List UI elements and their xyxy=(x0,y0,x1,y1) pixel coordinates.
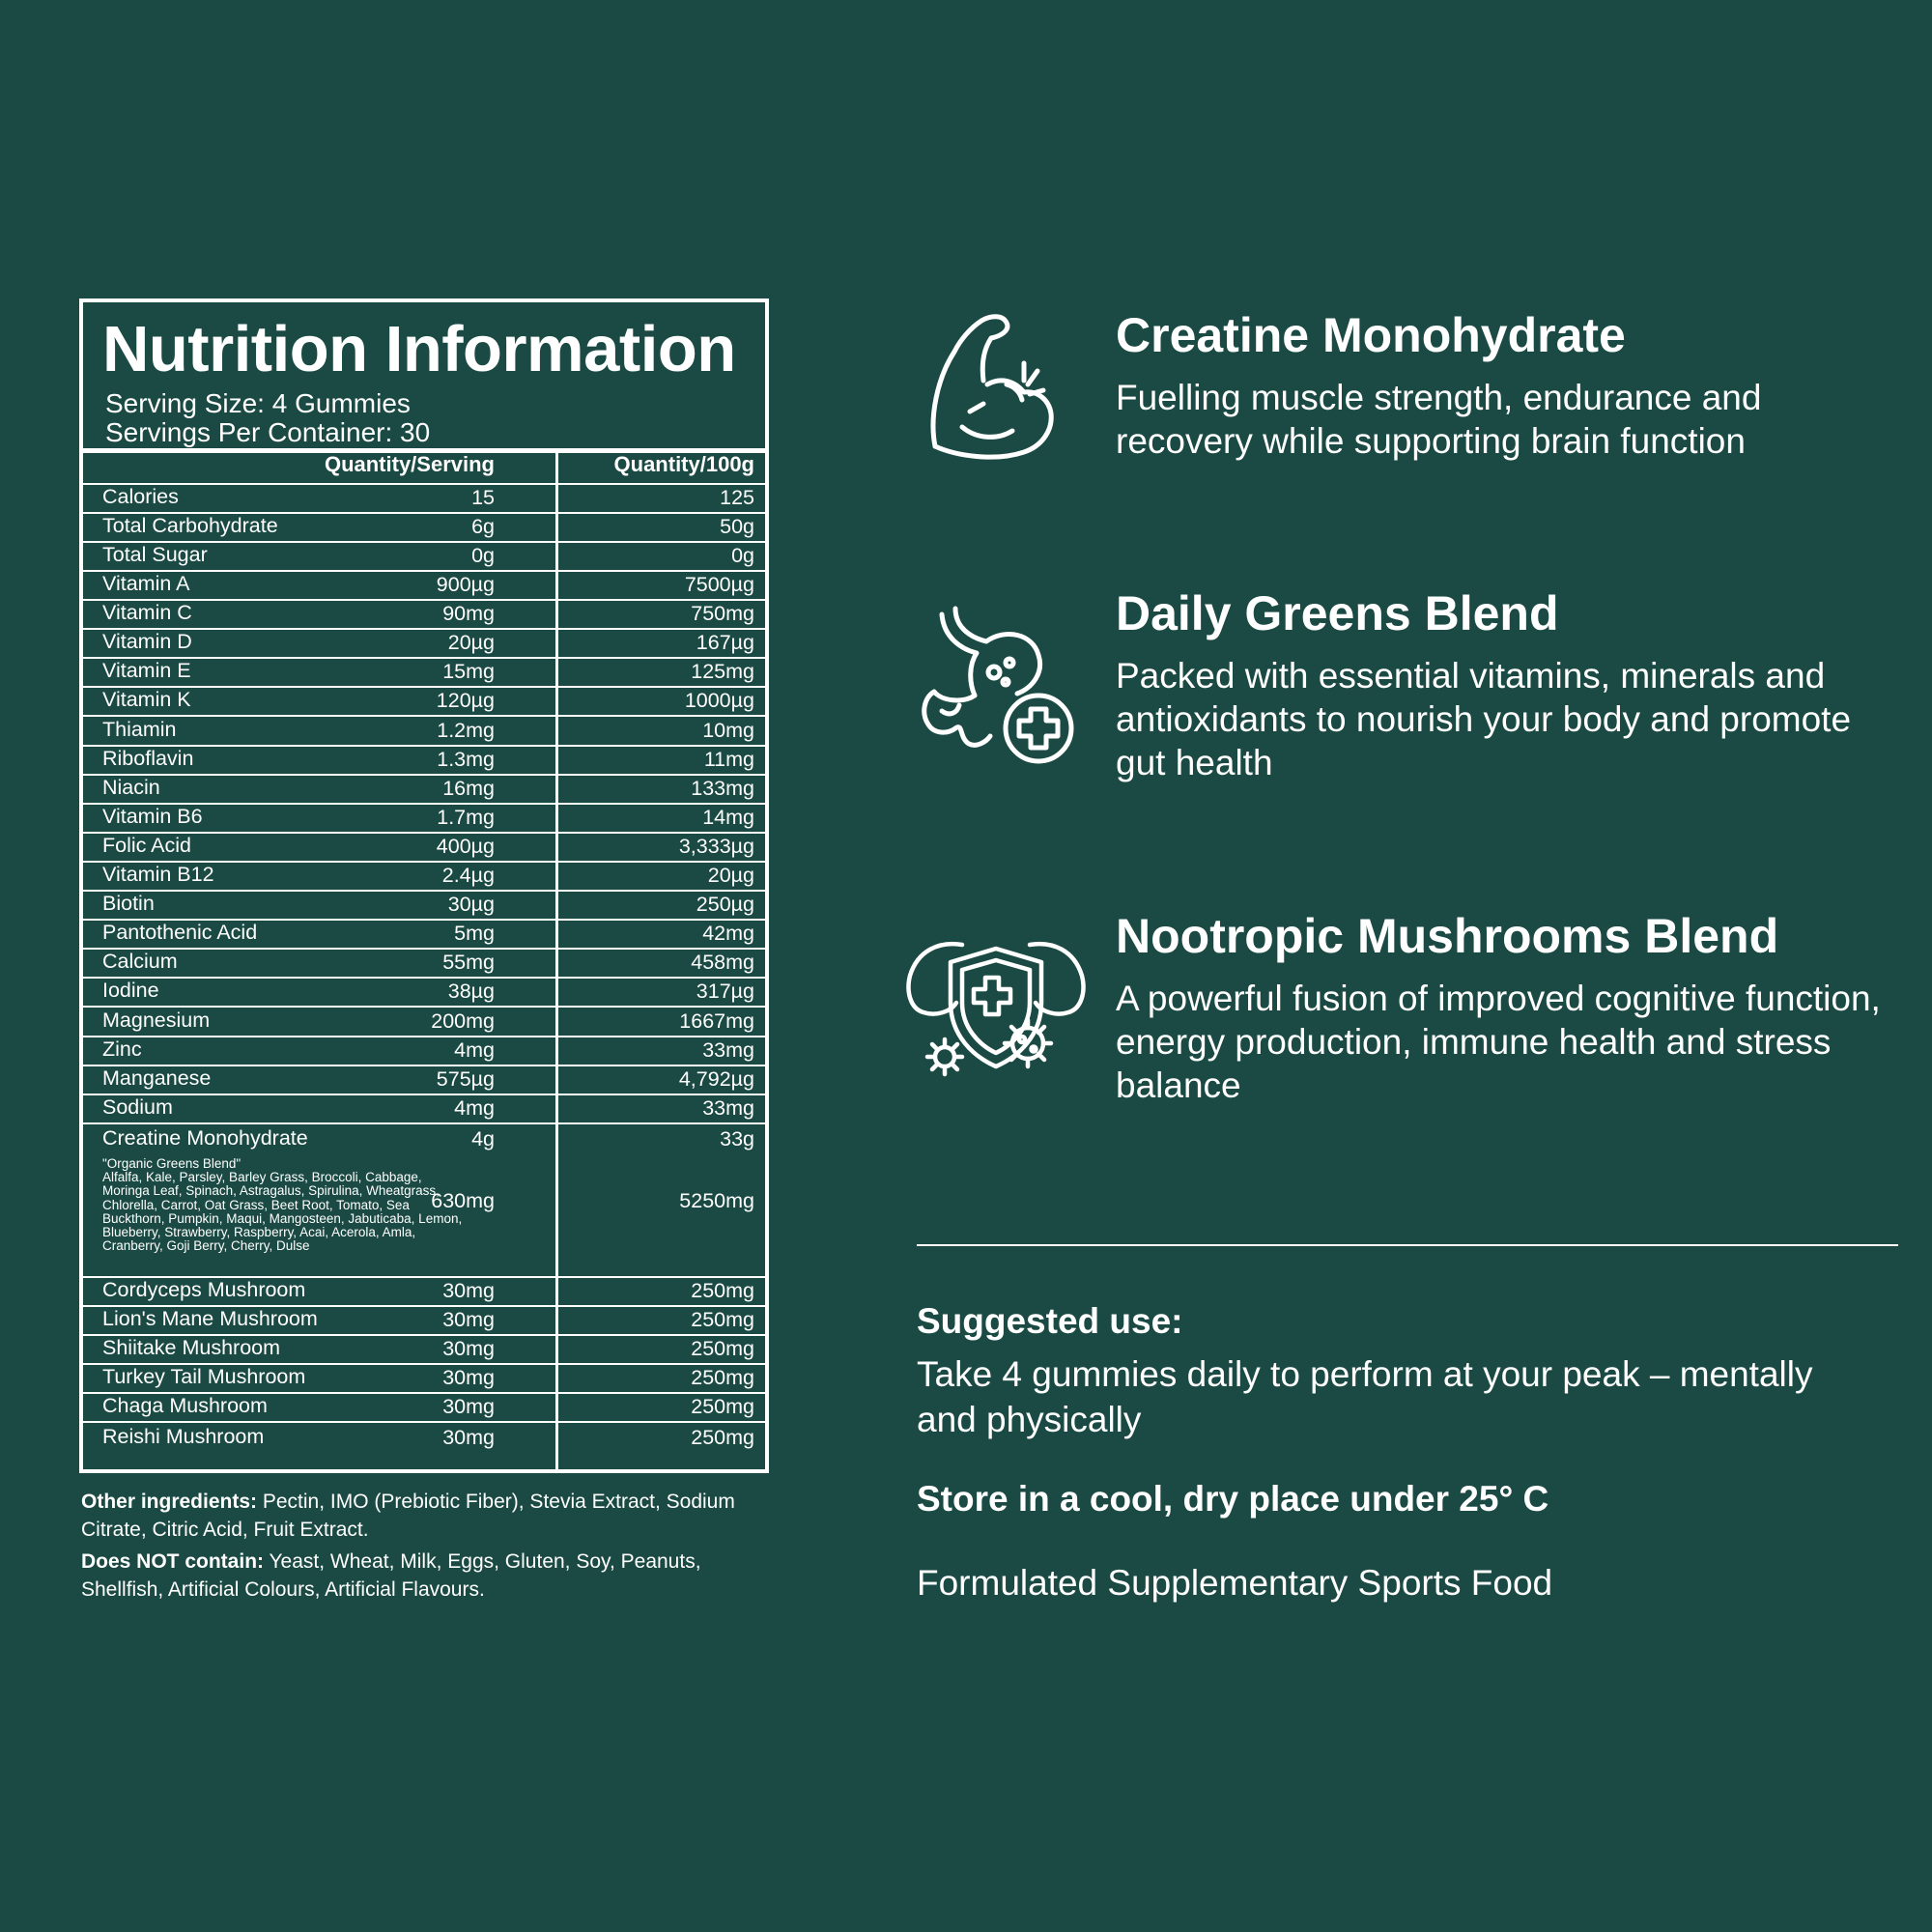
nutrient-name: Vitamin A xyxy=(102,572,190,595)
nutrient-name: Vitamin E xyxy=(102,659,191,682)
quantity-per-100g: 250mg xyxy=(691,1366,754,1389)
quantity-per-100g: 11mg xyxy=(703,748,754,771)
table-header-row xyxy=(83,449,765,485)
table-row xyxy=(83,747,765,776)
quantity-per-serving: 4mg xyxy=(454,1096,495,1120)
immune-shield-icon xyxy=(904,935,1088,1080)
quantity-per-100g: 1667mg xyxy=(679,1009,754,1033)
quantity-per-100g: 14mg xyxy=(702,806,754,829)
nutrient-name: Lion's Mane Mushroom xyxy=(102,1307,318,1330)
nutrient-name: Cordyceps Mushroom xyxy=(102,1278,306,1301)
quantity-per-serving: 4mg xyxy=(454,1038,495,1062)
quantity-per-100g: 458mg xyxy=(691,951,754,974)
quantity-per-serving: 15mg xyxy=(442,660,495,683)
does-not-contain-text: Yeast, Wheat, Milk, Eggs, Gluten, Soy, Peanuts, Shellfish, Artificial Colours, Artificial Flavours. xyxy=(81,1550,701,1601)
table-row xyxy=(83,1394,765,1423)
table-row xyxy=(83,1095,765,1124)
table-row xyxy=(83,1336,765,1365)
quantity-per-100g: 1000µg xyxy=(684,689,754,712)
quantity-per-serving: 90mg xyxy=(442,602,495,625)
quantity-per-serving: 900µg xyxy=(436,573,495,596)
does-not-contain-label: Does NOT contain: xyxy=(81,1550,265,1573)
table-row xyxy=(83,1066,765,1095)
quantity-per-100g: 4,792µg xyxy=(678,1067,754,1091)
greens-blend-name xyxy=(102,1157,469,1253)
nutrient-name: Biotin xyxy=(102,892,155,915)
nutrient-name: Vitamin D xyxy=(102,630,192,653)
feature-desc-creatine: Fuelling muscle strength, endurance and recovery while supporting brain function xyxy=(1116,378,1762,461)
greens-blend-per100: 5250mg xyxy=(679,1189,754,1212)
nutrient-name: Calcium xyxy=(102,950,178,973)
quantity-per-serving: 5mg xyxy=(454,922,495,945)
nutrient-name: Iodine xyxy=(102,979,159,1002)
table-row xyxy=(83,1037,765,1066)
nutrient-name: Vitamin B12 xyxy=(102,863,214,886)
nutrient-name: Niacin xyxy=(102,776,160,799)
nutrient-name: Chaga Mushroom xyxy=(102,1394,268,1417)
quantity-per-100g: 250mg xyxy=(691,1337,754,1360)
quantity-per-100g: 167µg xyxy=(696,631,754,654)
feature-desc-mushrooms: A powerful fusion of improved cognitive function, energy production, immune health and stress balance xyxy=(1116,979,1881,1105)
table-row xyxy=(83,1008,765,1037)
quantity-per-serving: 1.7mg xyxy=(437,806,495,829)
nutrient-name: Total Carbohydrate xyxy=(102,514,278,537)
nutrition-title: Nutrition Information xyxy=(102,313,736,385)
stomach-health-icon xyxy=(913,605,1077,769)
table-row xyxy=(83,892,765,921)
quantity-per-100g: 250mg xyxy=(691,1395,754,1418)
quantity-per-serving: 1.2mg xyxy=(437,719,495,742)
nutrient-name: Vitamin K xyxy=(102,688,191,711)
table-row xyxy=(83,950,765,979)
table-row xyxy=(83,921,765,950)
nutrient-name: Zinc xyxy=(102,1037,142,1061)
nutrient-name: Thiamin xyxy=(102,718,177,741)
quantity-per-serving: 30mg xyxy=(442,1426,495,1449)
product-category: Formulated Supplementary Sports Food xyxy=(917,1563,1553,1603)
col-header-100g: Quantity/100g xyxy=(613,452,754,476)
quantity-per-100g: 33mg xyxy=(702,1038,754,1062)
suggested-use-heading: Suggested use: xyxy=(917,1301,1183,1341)
quantity-per-serving: 55mg xyxy=(442,951,495,974)
quantity-per-serving: 30mg xyxy=(442,1279,495,1302)
greens-blend-row xyxy=(83,1153,765,1278)
quantity-per-100g: 33mg xyxy=(702,1096,754,1120)
quantity-per-100g: 7500µg xyxy=(684,573,754,596)
quantity-per-100g: 317µg xyxy=(696,980,754,1003)
table-row xyxy=(83,572,765,601)
other-ingredients-text: Pectin, IMO (Prebiotic Fiber), Stevia Extract, Sodium Citrate, Citric Acid, Fruit Extract. xyxy=(81,1491,735,1541)
feature-title-creatine: Creatine Monohydrate xyxy=(1116,308,1626,362)
feature-desc-greens: Packed with essential vitamins, minerals and antioxidants to nourish your body and promote gut health xyxy=(1116,656,1852,782)
quantity-per-serving: 38µg xyxy=(447,980,495,1003)
section-divider xyxy=(917,1244,1898,1246)
quantity-per-100g: 750mg xyxy=(691,602,754,625)
quantity-per-serving: 2.4µg xyxy=(441,864,495,887)
quantity-per-100g: 250mg xyxy=(691,1308,754,1331)
quantity-per-serving: 30µg xyxy=(447,893,495,916)
quantity-per-serving: 200mg xyxy=(431,1009,495,1033)
quantity-per-100g: 250µg xyxy=(696,893,754,916)
other-ingredients-label: Other ingredients: xyxy=(81,1491,258,1513)
table-row xyxy=(83,1423,765,1452)
does-not-contain xyxy=(81,1548,777,1604)
quantity-per-100g: 133mg xyxy=(691,777,754,800)
table-row xyxy=(83,659,765,688)
quantity-per-serving: 575µg xyxy=(436,1067,495,1091)
other-ingredients xyxy=(81,1488,777,1544)
nutrient-name: Magnesium xyxy=(102,1009,211,1032)
serving-size: Serving Size: 4 Gummies xyxy=(105,388,411,418)
table-row xyxy=(83,863,765,892)
feature-title-greens: Daily Greens Blend xyxy=(1116,586,1559,640)
quantity-per-serving: 0g xyxy=(471,544,495,567)
nutrient-name: Folic Acid xyxy=(102,834,192,857)
servings-per-container: Servings Per Container: 30 xyxy=(105,417,431,447)
table-row xyxy=(83,1365,765,1394)
quantity-per-100g: 42mg xyxy=(702,922,754,945)
nutrition-table xyxy=(83,449,765,1452)
quantity-per-100g: 250mg xyxy=(691,1426,754,1449)
nutrient-name: Sodium xyxy=(102,1095,173,1119)
table-row xyxy=(83,805,765,834)
table-row xyxy=(83,979,765,1008)
greens-blend-ingredients: Alfalfa, Kale, Parsley, Barley Grass, Broccoli, Cabbage, Moringa Leaf, Spinach, Astragalus, Spirulina, Wheatgrass, Chlorella, Carrot, Oat Grass, Beet Root, Tomato, Sea Buckthorn, Pumpkin, Maqui, Mangosteen, Jabuticaba, Lemon, Blueberry, Strawberry, Raspberry, Acai, Acerola, Amla, Cranberry, Goji Berry, Cherry, Dulse xyxy=(102,1170,463,1254)
col-header-serving: Quantity/Serving xyxy=(324,452,495,476)
nutrient-name: Pantothenic Acid xyxy=(102,921,258,944)
quantity-per-100g: 3,333µg xyxy=(678,835,754,858)
nutrient-name: Reishi Mushroom xyxy=(102,1425,265,1448)
table-row xyxy=(83,834,765,863)
quantity-per-serving: 120µg xyxy=(436,689,495,712)
quantity-per-serving: 4g xyxy=(471,1127,495,1151)
nutrient-name: Turkey Tail Mushroom xyxy=(102,1365,306,1388)
nutrient-name: Vitamin C xyxy=(102,601,192,624)
quantity-per-serving: 400µg xyxy=(436,835,495,858)
nutrient-name: Manganese xyxy=(102,1066,212,1090)
quantity-per-100g: 50g xyxy=(720,515,754,538)
nutrient-name: Creatine Monohydrate xyxy=(102,1126,308,1150)
nutrient-name: Riboflavin xyxy=(102,747,194,770)
quantity-per-serving: 30mg xyxy=(442,1308,495,1331)
quantity-per-serving: 20µg xyxy=(447,631,495,654)
quantity-per-serving: 6g xyxy=(471,515,495,538)
nutrient-name: Shiitake Mushroom xyxy=(102,1336,281,1359)
quantity-per-100g: 250mg xyxy=(691,1279,754,1302)
nutrition-panel xyxy=(79,298,769,1473)
table-row xyxy=(83,514,765,543)
nutrition-header xyxy=(83,302,765,453)
table-row xyxy=(83,776,765,805)
table-row xyxy=(83,630,765,659)
storage-instructions: Store in a cool, dry place under 25° C xyxy=(917,1479,1549,1519)
table-row xyxy=(83,543,765,572)
greens-blend-serving: 630mg xyxy=(431,1189,495,1212)
table-row xyxy=(83,717,765,747)
quantity-per-serving: 1.3mg xyxy=(437,748,495,771)
table-row xyxy=(83,601,765,630)
nutrient-name: Total Sugar xyxy=(102,543,208,566)
nutrient-name: Vitamin B6 xyxy=(102,805,203,828)
quantity-per-serving: 30mg xyxy=(442,1366,495,1389)
quantity-per-100g: 0g xyxy=(731,544,754,567)
feature-title-mushrooms: Nootropic Mushrooms Blend xyxy=(1116,909,1779,963)
greens-blend-title: "Organic Greens Blend" xyxy=(102,1156,242,1171)
quantity-per-100g: 125mg xyxy=(691,660,754,683)
quantity-per-serving: 16mg xyxy=(442,777,495,800)
flexed-arm-icon xyxy=(927,311,1063,466)
quantity-per-100g: 20µg xyxy=(707,864,754,887)
quantity-per-serving: 30mg xyxy=(442,1337,495,1360)
suggested-use-text: Take 4 gummies daily to perform at your peak – mentally and physically xyxy=(917,1354,1813,1439)
quantity-per-serving: 30mg xyxy=(442,1395,495,1418)
quantity-per-100g: 125 xyxy=(720,486,754,509)
table-row xyxy=(83,1278,765,1307)
nutrient-name: Calories xyxy=(102,485,179,508)
table-row xyxy=(83,1307,765,1336)
quantity-per-serving: 15 xyxy=(471,486,495,509)
table-row xyxy=(83,688,765,717)
quantity-per-100g: 10mg xyxy=(702,719,754,742)
table-row xyxy=(83,485,765,514)
table-row xyxy=(83,1124,765,1153)
quantity-per-100g: 33g xyxy=(720,1127,754,1151)
